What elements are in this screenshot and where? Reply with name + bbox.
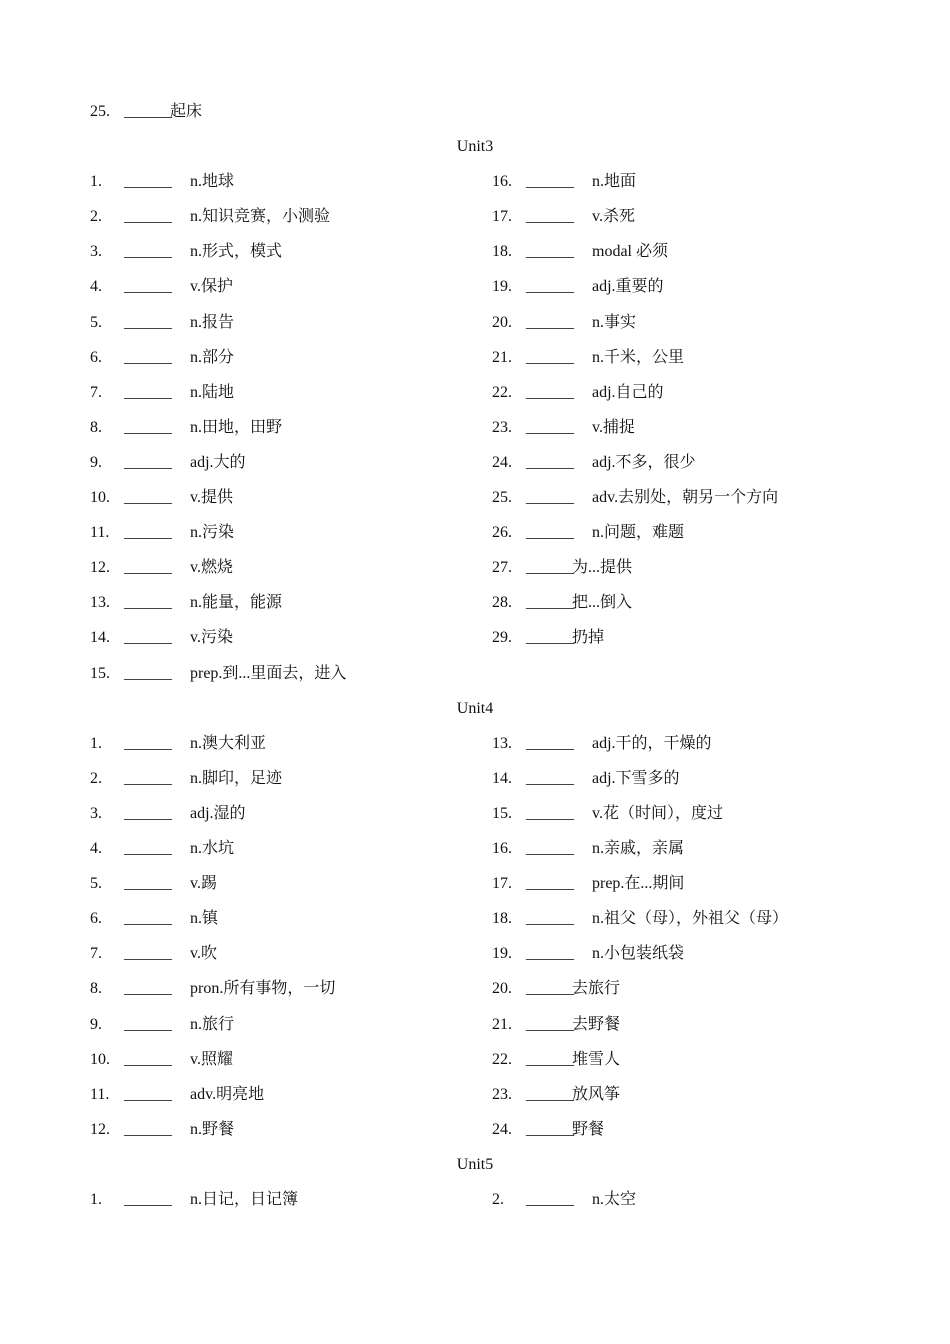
- item-number: 1.: [90, 1191, 102, 1208]
- item-definition: v.杀死: [592, 208, 635, 226]
- item-definition: n.亲戚，亲属: [592, 840, 685, 857]
- item-definition: v.保护: [190, 278, 233, 296]
- answer-blank: ______: [124, 1085, 172, 1103]
- item-definition: n.千米，公里: [592, 348, 685, 366]
- vocab-item: [492, 383, 872, 403]
- item-definition: n.问题，难题: [592, 524, 685, 542]
- vocab-item: [492, 909, 872, 929]
- vocab-item: [492, 1120, 872, 1140]
- vocab-item: [90, 734, 470, 754]
- item-number: 2.: [90, 208, 102, 226]
- item-number: 14.: [492, 769, 512, 787]
- item-number: 2.: [492, 1191, 504, 1208]
- answer-blank: ______: [124, 945, 172, 963]
- answer-blank: ______: [526, 840, 574, 857]
- vocab-item: [492, 523, 872, 543]
- answer-blank: ______: [526, 453, 574, 471]
- item-number: 8.: [90, 980, 102, 998]
- item-number: 15.: [492, 804, 512, 822]
- item-number: 13.: [90, 594, 110, 612]
- vocab-item: [492, 734, 872, 754]
- item-definition: adj.自己的: [592, 383, 664, 401]
- item-definition: n.澳大利亚: [190, 734, 267, 752]
- item-number: 22.: [492, 1050, 512, 1068]
- vocab-item: [90, 979, 470, 999]
- vocab-item: [90, 1015, 470, 1035]
- item-number: 8.: [90, 418, 102, 436]
- item-number: 9.: [90, 1015, 102, 1033]
- item-number: 20.: [492, 313, 512, 331]
- item-definition: n.日记，日记簿: [190, 1191, 299, 1208]
- item-definition: adj.下雪多的: [592, 769, 680, 787]
- item-number: 18.: [492, 910, 512, 928]
- item-definition: v.污染: [190, 629, 233, 647]
- answer-blank: ______: [526, 313, 574, 331]
- vocab-item: [492, 593, 872, 613]
- vocab-item: [90, 242, 470, 262]
- vocab-item: [492, 172, 872, 192]
- item-number: 18.: [492, 243, 512, 261]
- item-definition: adj.不多，很少: [592, 453, 696, 471]
- answer-blank: ______: [526, 1015, 574, 1033]
- vocab-item: [90, 418, 470, 438]
- vocab-item: [90, 488, 470, 508]
- item-definition: n.镇: [190, 910, 219, 928]
- item-definition: 野餐: [572, 1120, 605, 1138]
- item-definition: n.事实: [592, 313, 637, 331]
- vocab-item: [492, 418, 872, 438]
- item-definition: v.吹: [190, 945, 217, 963]
- item-number: 25.: [90, 103, 110, 120]
- answer-blank: ______: [124, 875, 172, 893]
- item-definition: n.污染: [190, 524, 235, 542]
- item-number: 4.: [90, 840, 102, 857]
- answer-blank: ______: [526, 524, 574, 542]
- answer-blank: ______: [124, 243, 172, 261]
- item-number: 21.: [492, 348, 512, 366]
- item-number: 19.: [492, 278, 512, 296]
- answer-blank: ______: [124, 173, 172, 191]
- vocab-item: [90, 523, 470, 543]
- item-number: 6.: [90, 910, 102, 928]
- vocab-item: [90, 874, 470, 894]
- item-definition: prep.在...期间: [592, 875, 685, 893]
- answer-blank: ______: [124, 313, 172, 331]
- vocab-item: [492, 277, 872, 297]
- vocab-item: [90, 1085, 470, 1105]
- answer-blank: ______: [124, 559, 172, 577]
- answer-blank: ______: [124, 1120, 172, 1138]
- item-number: 27.: [492, 559, 512, 577]
- answer-blank: ______: [526, 278, 574, 296]
- item-definition: adj.干的，干燥的: [592, 734, 712, 752]
- item-number: 14.: [90, 629, 110, 647]
- item-definition: n.能量，能源: [190, 594, 283, 612]
- item-number: 29.: [492, 629, 512, 647]
- item-definition: 堆雪人: [572, 1050, 621, 1068]
- item-number: 16.: [492, 173, 512, 191]
- item-number: 2.: [90, 769, 102, 787]
- item-number: 15.: [90, 664, 110, 682]
- item-number: 1.: [90, 734, 102, 752]
- item-number: 3.: [90, 243, 102, 261]
- item-definition: v.燃烧: [190, 559, 233, 577]
- item-definition: adv.明亮地: [190, 1085, 265, 1103]
- answer-blank: ______: [124, 418, 172, 436]
- item-number: 26.: [492, 524, 512, 542]
- answer-blank: ______: [124, 804, 172, 822]
- answer-blank: ______: [526, 243, 574, 261]
- vocab-item: [90, 1190, 470, 1210]
- item-definition: 放风筝: [572, 1085, 621, 1103]
- answer-blank: ______: [526, 208, 574, 226]
- vocab-item: [90, 944, 470, 964]
- answer-blank: ______: [124, 278, 172, 296]
- item-definition: n.祖父（母），外祖父（母）: [592, 910, 789, 928]
- answer-blank: ______: [526, 945, 574, 963]
- vocab-item: [90, 383, 470, 403]
- item-definition: 扔掉: [572, 629, 605, 647]
- item-number: 11.: [90, 524, 110, 542]
- answer-blank: ______: [526, 173, 574, 191]
- answer-blank: ______: [526, 489, 574, 506]
- vocab-item: [90, 348, 470, 368]
- vocab-item: [492, 1050, 872, 1070]
- item-number: 24.: [492, 1120, 512, 1138]
- unit-heading: Unit3: [456, 138, 494, 155]
- answer-blank: ______: [124, 524, 172, 542]
- vocab-item: [492, 628, 872, 648]
- answer-blank: ______: [124, 489, 172, 506]
- answer-blank: ______: [124, 348, 172, 366]
- vocab-item: [90, 804, 470, 824]
- item-number: 11.: [90, 1085, 110, 1103]
- vocab-item: [90, 1050, 470, 1070]
- answer-blank: ______: [124, 980, 172, 998]
- item-number: 17.: [492, 875, 512, 893]
- vocab-item: [90, 1120, 470, 1140]
- answer-blank: ______: [526, 594, 574, 612]
- item-definition: n.报告: [190, 313, 235, 331]
- item-definition: n.知识竞赛，小测验: [190, 208, 331, 226]
- answer-blank: ______: [124, 383, 172, 401]
- vocab-item: [492, 558, 872, 578]
- vocab-item: [90, 453, 470, 473]
- answer-blank: ______: [526, 980, 574, 998]
- vocab-item: [492, 313, 872, 333]
- item-number: 20.: [492, 980, 512, 998]
- answer-blank: ______: [526, 804, 574, 822]
- unit-heading: Unit4: [456, 699, 494, 717]
- vocab-item: [492, 488, 872, 508]
- answer-blank: ______: [526, 348, 574, 366]
- item-number: 10.: [90, 489, 110, 506]
- vocab-item: [492, 1190, 872, 1210]
- item-definition: 去旅行: [572, 980, 621, 998]
- vocab-item: [492, 242, 872, 262]
- vocab-item: [90, 207, 470, 227]
- item-number: 6.: [90, 348, 102, 366]
- item-number: 4.: [90, 278, 102, 296]
- item-number: 12.: [90, 559, 110, 577]
- item-definition: n.陆地: [190, 383, 235, 401]
- vocab-item: [492, 874, 872, 894]
- unit-heading: Unit5: [456, 1155, 494, 1173]
- answer-blank: ______: [124, 629, 172, 647]
- item-number: 10.: [90, 1050, 110, 1068]
- vocab-item: [492, 348, 872, 368]
- item-number: 22.: [492, 383, 512, 401]
- vocab-item: [90, 277, 470, 297]
- item-number: 5.: [90, 875, 102, 893]
- vocab-item: [492, 1015, 872, 1035]
- answer-blank: ______: [526, 1120, 574, 1138]
- item-number: 13.: [492, 734, 512, 752]
- answer-blank: ______: [124, 594, 172, 612]
- item-number: 3.: [90, 804, 102, 822]
- vocab-item: [90, 839, 470, 859]
- item-number: 7.: [90, 383, 102, 401]
- item-definition: adj.湿的: [190, 804, 246, 822]
- answer-blank: ______: [124, 1191, 172, 1208]
- item-number: 16.: [492, 840, 512, 857]
- item-number: 24.: [492, 453, 512, 471]
- item-definition: adj.大的: [190, 453, 246, 471]
- answer-blank: ______: [124, 840, 172, 857]
- item-definition: n.旅行: [190, 1015, 235, 1033]
- answer-blank: ______: [124, 734, 172, 752]
- item-definition: 去野餐: [572, 1015, 621, 1033]
- vocab-item: [492, 839, 872, 859]
- answer-blank: ______: [124, 664, 172, 682]
- item-definition: n.地面: [592, 173, 637, 191]
- vocab-item: [492, 769, 872, 789]
- item-definition: 起床: [170, 103, 203, 120]
- item-definition: pron.所有事物，一切: [190, 980, 336, 998]
- vocab-item: [90, 558, 470, 578]
- item-number: 25.: [492, 489, 512, 506]
- answer-blank: ______: [124, 1015, 172, 1033]
- answer-blank: ______: [526, 383, 574, 401]
- item-definition: modal 必须: [592, 243, 668, 261]
- item-definition: n.太空: [592, 1191, 637, 1208]
- vocab-item: [90, 628, 470, 648]
- item-definition: n.部分: [190, 348, 235, 366]
- answer-blank: ______: [526, 418, 574, 436]
- vocab-item: [492, 979, 872, 999]
- item-number: 5.: [90, 313, 102, 331]
- answer-blank: ______: [526, 1050, 574, 1068]
- answer-blank: ______: [526, 769, 574, 787]
- vocab-item: [90, 593, 470, 613]
- item-definition: adj.重要的: [592, 278, 664, 296]
- answer-blank: ______: [124, 208, 172, 226]
- item-definition: n.小包装纸袋: [592, 945, 685, 963]
- item-definition: v.花（时间），度过: [592, 804, 723, 822]
- item-definition: adv.去别处，朝另一个方向: [592, 489, 779, 506]
- answer-blank: ______: [526, 629, 574, 647]
- item-number: 7.: [90, 945, 102, 963]
- vocab-item: [90, 909, 470, 929]
- item-definition: 把...倒入: [572, 594, 633, 612]
- item-definition: v.提供: [190, 489, 233, 506]
- vocab-item: [90, 664, 470, 684]
- item-number: 19.: [492, 945, 512, 963]
- answer-blank: ______: [124, 1050, 172, 1068]
- item-definition: n.田地，田野: [190, 418, 283, 436]
- item-definition: v.捕捉: [592, 418, 635, 436]
- answer-blank: ______: [526, 559, 574, 577]
- item-number: 28.: [492, 594, 512, 612]
- vocab-item: [492, 1085, 872, 1105]
- item-definition: v.照耀: [190, 1050, 233, 1068]
- item-number: 23.: [492, 1085, 512, 1103]
- vocab-item: [90, 769, 470, 789]
- item-definition: v.踢: [190, 875, 217, 893]
- item-definition: n.形式，模式: [190, 243, 283, 261]
- vocab-item: [492, 804, 872, 824]
- answer-blank: ______: [124, 769, 172, 787]
- answer-blank: ______: [526, 734, 574, 752]
- answer-blank: ______: [526, 1085, 574, 1103]
- item-number: 17.: [492, 208, 512, 226]
- item-number: 12.: [90, 1120, 110, 1138]
- item-number: 23.: [492, 418, 512, 436]
- answer-blank: ______: [124, 103, 172, 120]
- item-definition: n.水坑: [190, 840, 235, 857]
- answer-blank: ______: [124, 453, 172, 471]
- item-definition: n.脚印，足迹: [190, 769, 283, 787]
- vocab-item: [492, 453, 872, 473]
- answer-blank: ______: [526, 1191, 574, 1208]
- item-definition: n.地球: [190, 173, 235, 191]
- answer-blank: ______: [526, 910, 574, 928]
- answer-blank: ______: [526, 875, 574, 893]
- vocab-item: [90, 313, 470, 333]
- answer-blank: ______: [124, 910, 172, 928]
- vocab-item: [492, 207, 872, 227]
- item-definition: 为...提供: [572, 559, 633, 577]
- item-number: 1.: [90, 173, 102, 191]
- item-definition: n.野餐: [190, 1120, 235, 1138]
- item-number: 21.: [492, 1015, 512, 1033]
- item-definition: prep.到...里面去，进入: [190, 664, 347, 682]
- vocab-item: [492, 944, 872, 964]
- vocab-item: [90, 172, 470, 192]
- item-number: 9.: [90, 453, 102, 471]
